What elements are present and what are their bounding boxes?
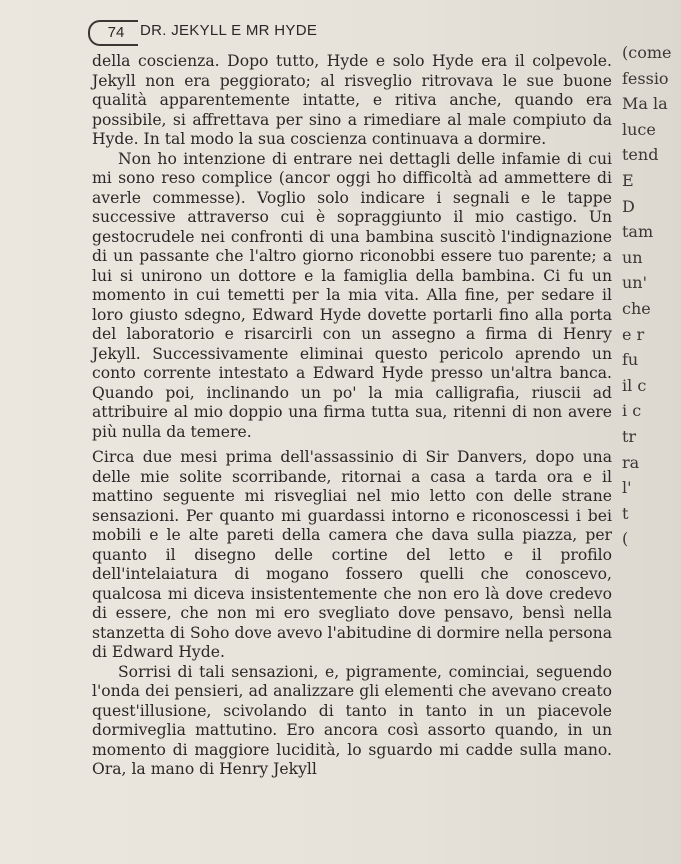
facing-fragment: E: [622, 170, 634, 190]
page-number: 74: [88, 20, 138, 46]
facing-fragment: luce: [622, 119, 656, 139]
facing-fragment: ra: [622, 452, 640, 472]
paragraph-3: Circa due mesi prima dell'assassinio di Sir Danvers, dopo una delle mie solite scorribande, ritornai a casa a tarda ora e il mattino seguente mi risvegliai nel mio letto con delle strane sensazioni. Per quanto mi guardassi intorno e riconoscessi i bei mobili e le alte pareti della camera che dava sulla piazza, per quanto il disegno delle cortine del letto e il profilo dell'intelaiatura di mogano fossero quelli che conoscevo, qualcosa mi diceva insistentemente che non ero là dove credevo di essere, che non mi ero svegliato dove pensavo, bensì nella stanzetta di Soho dove avevo l'abitudine di dormire nella persona di Edward Hyde.: [92, 448, 612, 661]
facing-fragment: e r: [622, 324, 645, 344]
facing-fragment: un': [622, 273, 648, 293]
facing-fragment: Ma la: [622, 94, 668, 114]
body-text: [92, 52, 612, 780]
facing-fragment: il c: [622, 375, 647, 395]
facing-fragment: tend: [622, 145, 659, 165]
facing-fragment: che: [622, 298, 651, 318]
facing-fragment: tr: [622, 426, 637, 446]
facing-fragment: l': [622, 478, 632, 498]
facing-fragment: tam: [622, 222, 654, 242]
facing-fragment: (come: [622, 43, 672, 62]
running-title: DR. JEKYLL E MR HYDE: [140, 22, 318, 39]
facing-fragment: i c: [622, 401, 642, 421]
facing-fragment: (: [622, 529, 629, 549]
facing-fragment: fessio: [622, 68, 669, 88]
paragraph-2: Non ho intenzione di entrare nei dettagli delle infamie di cui mi sono reso complice (ancor oggi ho difficoltà ad ammettere di averle commesse). Voglio solo indicare i segnali e le tappe successive attraverso cui è sopraggiunto il mio castigo. Un gestocrudele nei confronti di una bambina suscitò l'indignazione di un passante che l'altro giorno riconobbi essere tuo parente; a lui si unirono un dottore e la famiglia della bambina. Ci fu un momento in cui temetti per la mia vita. Alla fine, per sedare il loro giusto sdegno, Edward Hyde dovette portarli fino alla porta del laboratorio e risarcirli con un assegno a firma di Henry Jekyll. Successivamente eliminai questo pericolo aprendo un conto corrente intestato a Edward Hyde presso un'altra banca. Quando poi, inclinando un po' la mia calligrafia, riuscii ad attribuire al mio doppio una firma tutta sua, ritenni di non avere più nulla da temere.: [92, 149, 612, 441]
paragraph-1: della coscienza. Dopo tutto, Hyde e solo Hyde era il colpevole. Jekyll non era peggiorato; al risveglio ritrovava le sue buone qualità apparentemente intatte, e ritiva anche, quando era possibile, si affrettava per sino a rimediare al male compiuto da Hyde. In tal modo la sua coscienza continuava a dormire.: [92, 52, 612, 148]
paragraph-4: Sorrisi di tali sensazioni, e, pigramente, cominciai, seguendo l'onda dei pensieri, ad analizzare gli elementi che avevano creato quest'illusione, scivolando di tanto in tanto in un piacevole dormiveglia mattutino. Ero ancora così assorto quando, in un momento di maggiore lucidità, lo sguardo mi cadde sulla mano. Ora, la mano di Henry Jekyll: [92, 662, 612, 778]
facing-fragment: un: [622, 247, 643, 267]
facing-fragment: t: [622, 503, 629, 523]
facing-fragment: D: [622, 196, 635, 216]
facing-fragment: fu: [622, 350, 639, 370]
facing-page-margin: [622, 40, 681, 552]
